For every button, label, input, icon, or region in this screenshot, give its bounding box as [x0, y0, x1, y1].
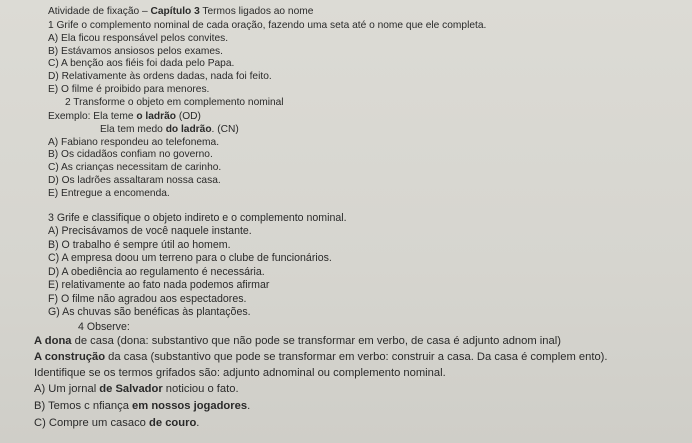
q3-item-c: C) A empresa doou um terreno para o clube de funcionários.	[48, 252, 332, 264]
q4-item-a-suffix: noticiou o fato.	[162, 383, 239, 395]
q4-item-b	[34, 401, 250, 412]
title-dash: –	[139, 6, 151, 17]
q2-item-e: E) Entregue a encomenda.	[48, 188, 170, 199]
q4-item-b-prefix: B) Temos c nfiança	[34, 400, 133, 412]
q1-item-a: A) Ela ficou responsável pelos convites.	[48, 33, 229, 44]
q1-item-c: C) A benção aos fiéis foi dada pelo Papa.	[48, 58, 235, 69]
q2-example-1-bold: o ladrão	[136, 111, 176, 122]
q4-observation-2	[34, 352, 608, 363]
q4-item-c-suffix: .	[196, 417, 200, 429]
q2-item-d: D) Os ladrões assaltaram nossa casa.	[48, 175, 221, 186]
q1-item-e: E) O filme é proibido para menores.	[48, 84, 210, 95]
q2-item-b: B) Os cidadãos confiam no governo.	[48, 149, 213, 160]
q2-example-2	[100, 125, 239, 135]
q4-observation-2-bold: A construção	[34, 351, 106, 363]
title-chapter: Capítulo 3	[150, 6, 200, 17]
q2-item-a: A) Fabiano respondeu ao telefonema.	[48, 137, 220, 148]
q4-instruction: Identifique se os termos grifados são: adjunto adnominal ou complemento nominal.	[34, 367, 446, 379]
q2-example-1-suffix: (OD)	[175, 111, 201, 122]
q3-item-e: E) relativamente ao fato nada podemos afirmar	[48, 279, 270, 291]
q4-label: 4 Observe:	[78, 321, 130, 333]
q3-item-g: G) As chuvas são benéficas às plantações.	[48, 306, 251, 318]
q4-item-c-bold: de couro	[149, 417, 197, 429]
q2-example-2-prefix: Ela tem medo	[100, 124, 166, 135]
q3-item-d: D) A obediência ao regulamento é necessária.	[48, 266, 265, 278]
q3-item-b: B) O trabalho é sempre útil ao homem.	[48, 239, 231, 251]
q4-item-c	[34, 418, 199, 429]
q3-instruction: 3 Grife e classifique o objeto indireto e o complemento nominal.	[48, 212, 347, 224]
q2-example-1-prefix: Exemplo: Ela teme	[48, 111, 137, 122]
q2-example-2-suffix: . (CN)	[211, 124, 239, 135]
q4-item-b-bold: em nossos jogadores	[132, 400, 248, 412]
q2-item-c: C) As crianças necessitam de carinho.	[48, 162, 222, 173]
q4-observation-1-bold: A dona	[34, 335, 72, 347]
q3-item-f: F) O filme não agradou aos espectadores.	[48, 293, 247, 305]
q4-item-a-mid: l	[93, 383, 100, 395]
q2-example-2-bold: do ladrão	[165, 124, 212, 135]
title-rest: Termos ligados ao nome	[199, 6, 314, 17]
q4-observation-1-rest: de casa (dona: substantivo que não pode se transformar em verbo, de casa é adjunto adnom inal)	[71, 335, 561, 347]
q4-item-b-suffix: .	[247, 400, 251, 412]
page-title	[48, 7, 313, 17]
q2-example-1	[48, 112, 201, 122]
q4-item-c-prefix: C) Compre um casaco	[34, 417, 150, 429]
q4-item-a-prefix: A) Um jorna	[34, 383, 94, 395]
q1-item-d: D) Relativamente às ordens dadas, nada foi feito.	[48, 71, 272, 82]
q3-item-a: A) Precisávamos de você naquele instante.	[48, 225, 252, 237]
q4-item-a-bold: de Salvador	[99, 383, 163, 395]
q4-observation-1	[34, 336, 561, 347]
q2-instruction: 2 Transforme o objeto em complemento nominal	[65, 97, 284, 108]
q1-item-b: B) Estávamos ansiosos pelos exames.	[48, 46, 223, 57]
q4-item-a	[34, 384, 239, 395]
title-prefix: Atividade de fixação	[48, 6, 140, 17]
q4-observation-2-rest: da casa (substantivo que pode se transformar em verbo: construir a casa. Da casa é complem ento).	[105, 351, 608, 363]
q1-instruction: 1 Grife o complemento nominal de cada oração, fazendo uma seta até o nome que ele completa.	[48, 20, 487, 31]
